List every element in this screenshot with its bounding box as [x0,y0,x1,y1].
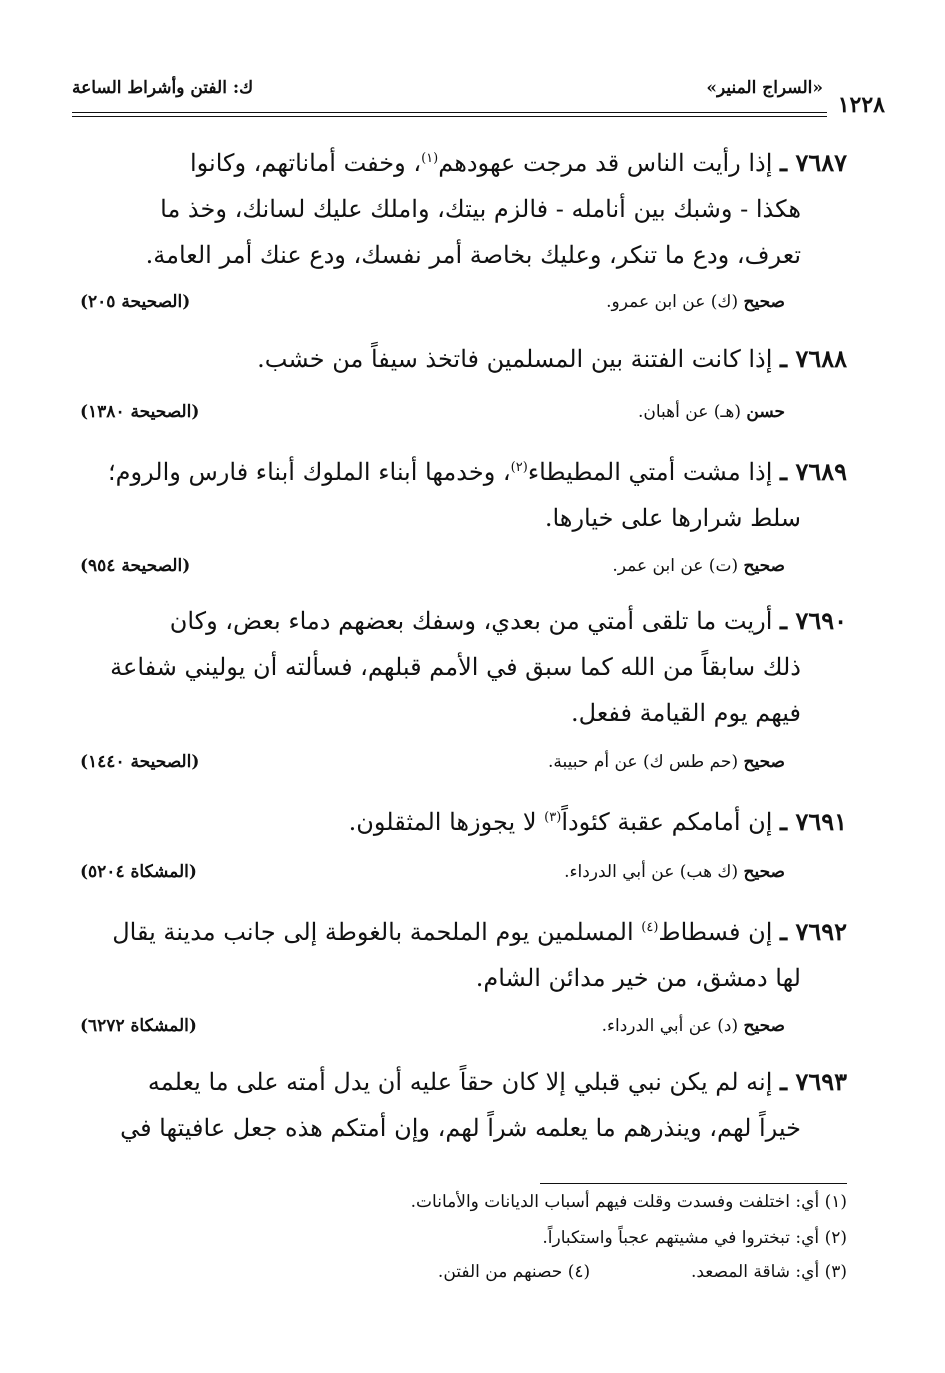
source: (ك هب) عن أبي الدرداء. [564,862,739,882]
grade: صحيح [743,1016,785,1036]
hadith-text: سلط شرارها على خيارها. [544,504,801,532]
grade-row [80,556,785,582]
header-rule [72,112,827,117]
hadith-text: فيهم يوم القيامة ففعل. [571,699,801,727]
hadith-number: ٧٦٨٧ ـ [780,148,847,177]
footnote-text: أي: تبختروا في مشيتهم عجباً واستكباراً. [542,1228,820,1248]
hadith-number: ٧٦٩١ ـ [780,807,847,836]
hadith-text: تعرف، ودع ما تنكر، وعليك بخاصة أمر نفسك، ودع عنك أمر العامة. [145,241,801,269]
hadith-text: أريت ما تلقى أمتي من بعدي، وسفك بعضهم دماء بعض، وكان [169,607,773,635]
grade: حسن [746,402,785,422]
hadith-number: ٧٦٩٠ ـ [780,606,847,635]
hadith-7690 [70,598,847,736]
hadith-number: ٧٦٩٢ ـ [780,917,847,946]
hadith-7689 [70,445,847,541]
hadith-7687 [70,136,847,278]
chapter-title: ك: الفتن وأشراط الساعة [72,78,254,98]
footnote-rule [540,1183,847,1184]
hadith-text: إنه لم يكن نبي قبلي إلا كان حقاً عليه أن يدل أمته على ما يعلمه [147,1068,773,1096]
hadith-text: لا يجوزها المثقلون. [348,808,545,836]
hadith-7693 [70,1059,847,1151]
hadith-text: إذا كانت الفتنة بين المسلمين فاتخذ سيفاً من خشب. [257,345,773,373]
hadith-text: إن فسطاط [658,918,773,946]
source: (ت) عن ابن عمر. [612,556,739,576]
footnote-text: حصنهم من الفتن. [437,1262,563,1282]
source: (ك) عن ابن عمرو. [606,292,739,312]
source: (هـ) عن أهبان. [637,402,741,422]
footnote-text: أي: اختلفت وفسدت وقلت فيهم أسباب الديانات والأمانات. [410,1192,820,1212]
hadith-text: ، وخدمها أبناء الملوك أبناء فارس والروم؛ [107,458,511,486]
hadith-text: هكذا - وشبك بين أنامله - فالزم بيتك، واملك عليك لسانك، وخذ ما [160,195,801,223]
reference: (الصحيحة ٩٥٤) [80,556,191,576]
book-title: «السراج المنير» [706,78,823,98]
source: (حم طس ك) عن أم حبيبة. [548,752,739,772]
footnote-ref: (٣) [544,810,562,825]
grade: صحيح [743,556,785,576]
grade-row [80,1016,785,1042]
footnote-ref: (٤) [641,920,659,935]
grade-row [80,752,785,778]
reference: (الصحيحة ٢٠٥) [80,292,191,312]
hadith-text: ذلك سابقاً من الله كما سبق في الأمم قبلهم، فسألته أن يوليني شفاعة [110,653,801,681]
grade: صحيح [743,862,785,882]
reference: (المشكاة ٥٢٠٤) [80,862,197,882]
footnote-ref: (١) [421,151,439,166]
footnote-mark: (٤) [567,1262,591,1282]
grade: صحيح [743,752,785,772]
hadith-7688 [70,336,847,382]
footnote [80,1228,847,1252]
footnote-mark: (١) [824,1192,847,1212]
reference: (الصحيحة ١٣٨٠) [80,402,200,422]
hadith-number: ٧٦٨٩ ـ [780,457,847,486]
hadith-text: إذا رأيت الناس قد مرجت عهودهم [438,149,773,177]
grade-row [80,402,785,428]
page-number: ١٢٢٨ [837,92,885,118]
grade: صحيح [743,292,785,312]
hadith-number: ٧٦٨٨ ـ [780,344,847,373]
footnote-text: أي: شاقة المصعد. [690,1262,820,1282]
footnote-mark: (٣) [824,1262,847,1282]
grade-row [80,292,785,318]
reference: (المشكاة ٦٢٧٢) [80,1016,197,1036]
hadith-text: إذا مشت أمتي المطيطاء [527,458,773,486]
hadith-number: ٧٦٩٣ ـ [780,1067,847,1096]
hadith-7692 [70,905,847,1001]
grade-row [80,862,785,888]
reference: (الصحيحة ١٤٤٠) [80,752,200,772]
footnote-mark: (٢) [824,1228,847,1248]
hadith-text: خيراً لهم، وينذرهم ما يعلمه شراً لهم، وإن أمتكم هذه جعل عافيتها في [120,1114,801,1142]
source: (د) عن أبي الدرداء. [601,1016,739,1036]
hadith-text: لها دمشق، من خير مدائن الشام. [475,964,801,992]
footnote [80,1192,847,1216]
hadith-7691 [70,795,847,845]
hadith-text: ، وخفت أماناتهم، وكانوا [189,149,422,177]
hadith-text: إن أمامكم عقبة كئوداً [561,808,773,836]
footnote [80,1262,847,1286]
hadith-text: المسلمين يوم الملحمة بالغوطة إلى جانب مدينة يقال [112,918,642,946]
footnote-ref: (٢) [510,460,528,475]
